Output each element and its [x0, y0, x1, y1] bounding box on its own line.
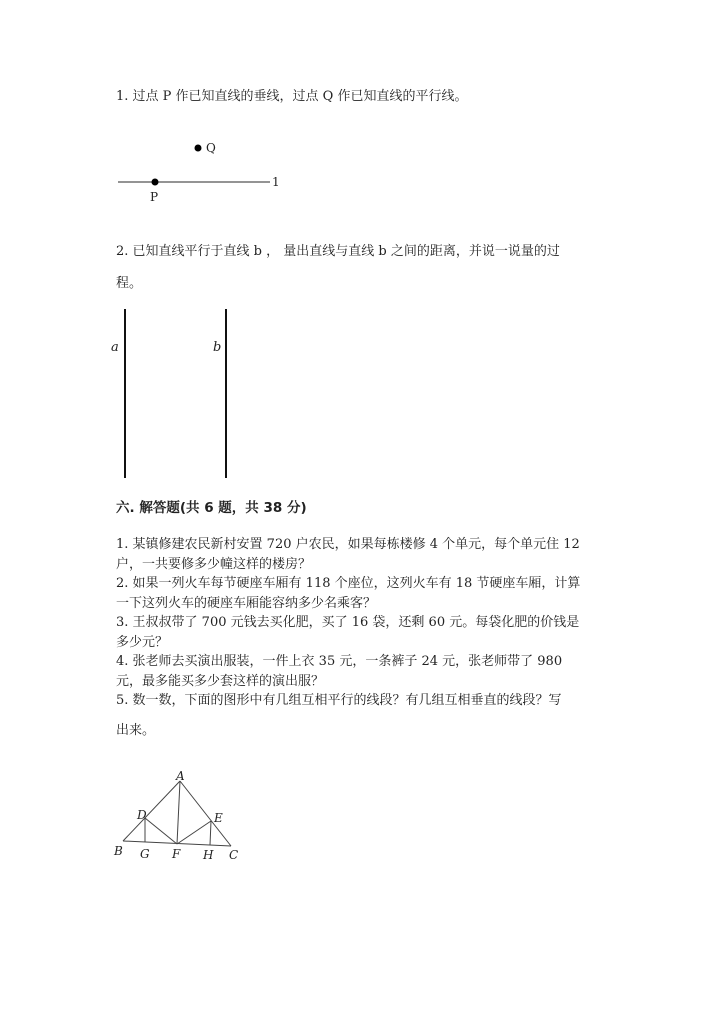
problem-line: 1. 某镇修建农民新村安置 720 户农民，如果每栋楼修 4 个单元，每个单元住 12	[116, 537, 580, 552]
label-a: a	[111, 340, 119, 355]
problem-line: 4. 张老师去买演出服装，一件上衣 35 元，一条裤子 24 元，张老师带了 980	[116, 654, 563, 669]
problem-line: 一下这列火车的硬座车厢能容纳多少名乘客？	[116, 595, 377, 611]
label-C: C	[229, 848, 239, 862]
label-E: E	[214, 811, 223, 825]
label-p: P	[150, 190, 159, 204]
label-B: B	[114, 844, 123, 858]
question-2-line2: 程。	[116, 276, 143, 291]
problem-last-line: 出来。	[116, 723, 156, 738]
problem-line: 户，一共要修多少幢这样的楼房？	[116, 556, 312, 572]
label-G: G	[140, 847, 150, 861]
section-heading: 六. 解答题(共 6 题，共 38 分)	[116, 500, 307, 516]
label-F: F	[172, 847, 181, 861]
problem-line: 多少元？	[116, 634, 169, 650]
problem-line: 元，最多能买多少套这样的演出服？	[116, 673, 325, 689]
point-q	[195, 145, 202, 152]
label-b: b	[213, 340, 222, 355]
question-1-text: 1. 过点 P 作已知直线的垂线，过点 Q 作已知直线的平行线。	[116, 89, 468, 104]
q1-figure	[118, 145, 270, 186]
label-D: D	[137, 808, 147, 822]
problem-line: 5. 数一数，下面的图形中有几组互相平行的线段？有几组互相垂直的线段？写	[116, 693, 562, 708]
q2-figure	[125, 309, 226, 478]
problem-line: 2. 如果一列火车每节硬座车厢有 118 个座位，这列火车有 18 节硬座车厢，计算	[116, 576, 581, 591]
label-H: H	[203, 848, 214, 862]
label-q: Q	[206, 141, 216, 155]
point-p	[152, 179, 159, 186]
question-2-line1: 2. 已知直线平行于直线 b ， 量出直线与直线 b 之间的距离，并说一说量的过	[116, 244, 560, 259]
problem-line: 3. 王叔叔带了 700 元钱去买化肥，买了 16 袋，还剩 60 元。每袋化肥的价钱是	[116, 615, 580, 630]
label-line-1: 1	[272, 175, 280, 189]
label-A: A	[176, 769, 185, 783]
problem-list	[116, 535, 580, 711]
